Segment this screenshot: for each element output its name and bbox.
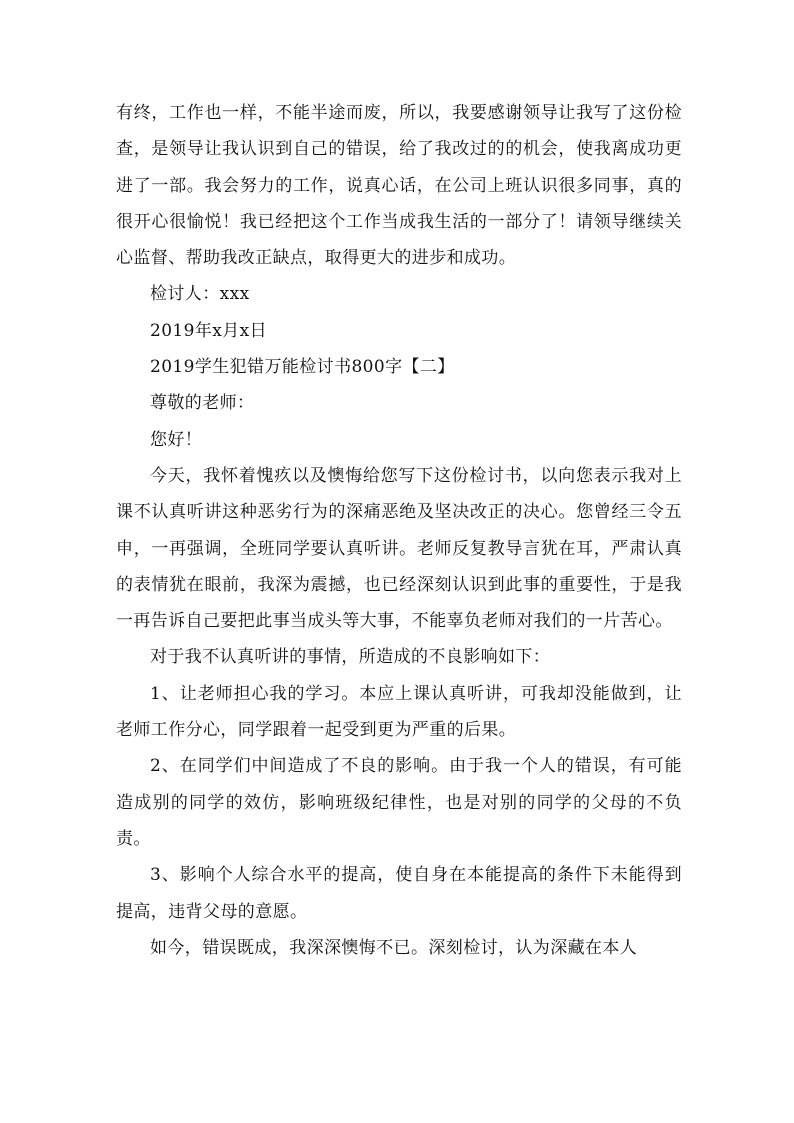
list-item-1: 1、让老师担心我的学习。本应上课认真听讲，可我却没能做到，让老师工作分心，同学跟着一起受到更为严重的后果。 [116, 683, 682, 741]
salutation: 尊敬的老师： [150, 393, 255, 414]
signature-line: 检讨人：xxx [150, 284, 250, 305]
paragraph-conclusion: 如今，错误既成，我深深懊悔不已。深刻检讨，认为深藏在本人 [150, 937, 638, 958]
section-heading: 2019学生犯错万能检讨书800字【二】 [150, 357, 455, 378]
document-page [116, 95, 682, 966]
list-item-2: 2、在同学们中间造成了不良的影响。由于我一个人的错误，有可能造成别的同学的效仿，影响班级纪律性，也是对别的同学的父母的不负责。 [116, 756, 682, 849]
paragraph-intro: 今天，我怀着愧疚以及懊悔给您写下这份检讨书，以向您表示我对上课不认真听讲这种恶劣行为的深痛恶绝及坚决改正的决心。您曾经三令五申，一再强调，全班同学要认真听讲。老师反复教导言犹在耳，严肃认真的表情犹在眼前，我深为震撼，也已经深刻认识到此事的重要性，于是我一再告诉自己要把此事当成头等大事，不能辜负老师对我们的一片苦心。 [116, 465, 682, 632]
paragraph-consequences-intro: 对于我不认真听讲的事情，所造成的不良影响如下： [150, 647, 551, 668]
paragraph-closing-work: 有终，工作也一样，不能半途而废，所以，我要感谢领导让我写了这份检查，是领导让我认识到自己的错误，给了我改过的的机会，使我离成功更进了一部。我会努力的工作，说真心话，在公司上班认识很多同事，真的很开心很愉悦！我已经把这个工作当成我生活的一部分了！请领导继续关心监督、帮助我改正缺点，取得更大的进步和成功。 [116, 103, 682, 269]
list-item-3: 3、影响个人综合水平的提高，使自身在本能提高的条件下未能得到提高，违背父母的意愿。 [116, 865, 682, 922]
greeting: 您好！ [150, 429, 203, 450]
date-line: 2019年x月x日 [150, 320, 268, 341]
